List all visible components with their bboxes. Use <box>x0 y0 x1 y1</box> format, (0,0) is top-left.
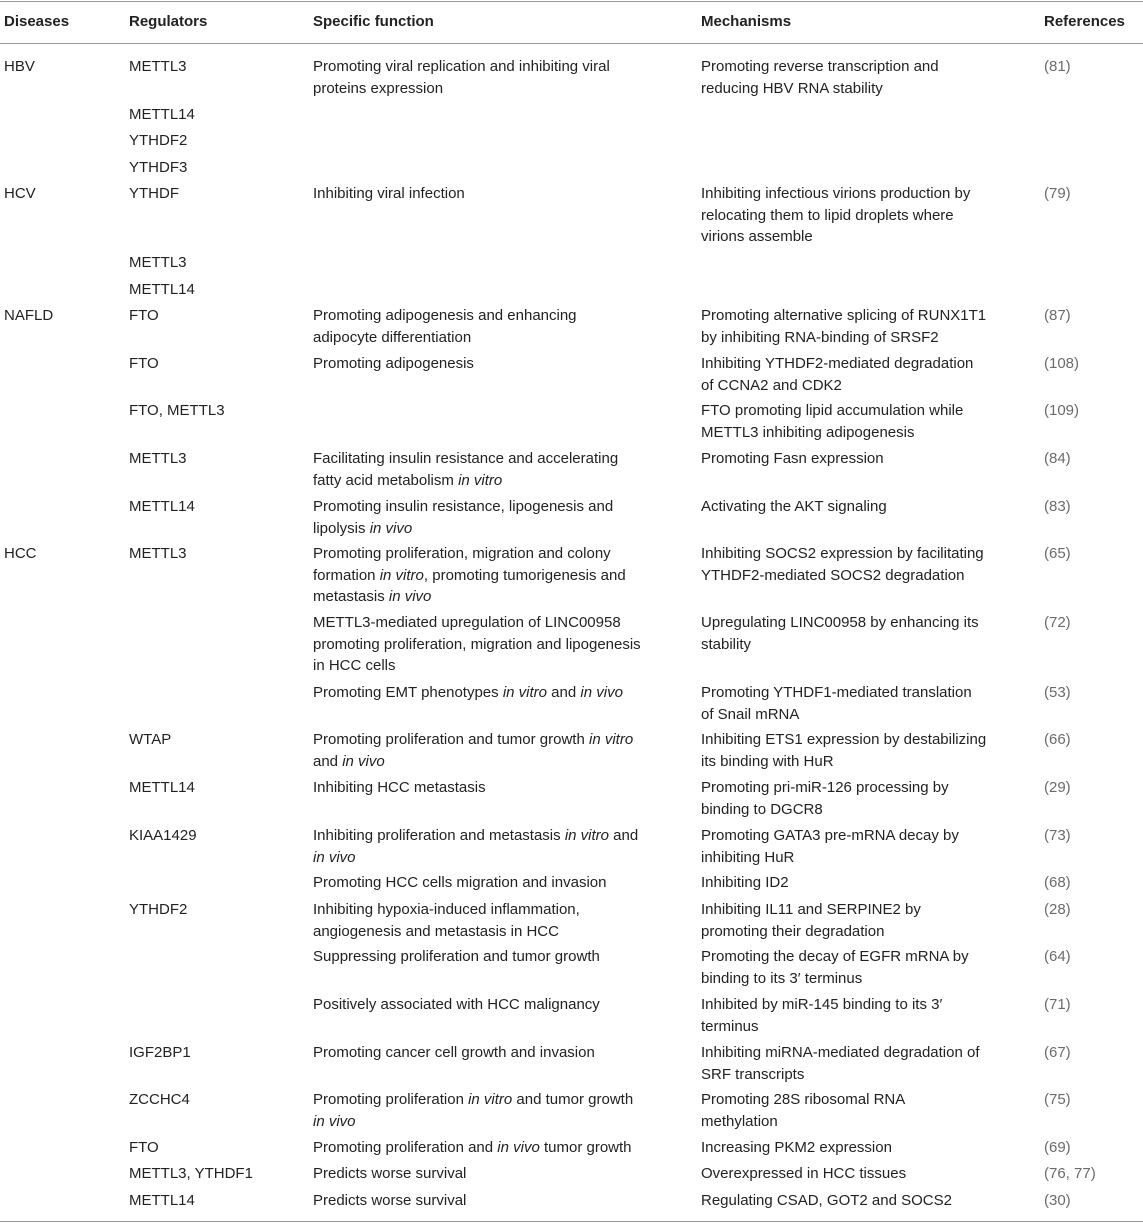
regulator-cell: YTHDF <box>129 185 179 202</box>
function-cell: Promoting adipogenesis and enhancing adipocyte differentiation <box>313 307 577 346</box>
function-cell: Facilitating insulin resistance and accelerating fatty acid metabolism in vitro <box>313 450 619 489</box>
function-cell: Promoting insulin resistance, lipogenesis and lipolysis in vivo <box>313 498 614 537</box>
function-cell: Promoting EMT phenotypes in vitro and in vivo <box>313 684 623 701</box>
mechanism-cell: Promoting alternative splicing of RUNX1T1 by inhibiting RNA-binding of SRSF2 <box>701 307 987 346</box>
mechanism-cell: Inhibiting infectious virions production by relocating them to lipid droplets where virions assemble <box>701 185 971 245</box>
reference-cell: (53) <box>1044 684 1071 701</box>
function-cell: Inhibiting viral infection <box>313 185 465 202</box>
regulator-cell: FTO <box>129 307 159 324</box>
disease-cell: NAFLD <box>4 307 54 324</box>
reference-cell: (79) <box>1044 185 1071 202</box>
regulator-cell: FTO <box>129 1139 159 1156</box>
mechanism-cell: Upregulating LINC00958 by enhancing its stability <box>701 614 979 653</box>
mechanism-cell: Promoting 28S ribosomal RNA methylation <box>701 1091 906 1130</box>
reference-cell: (68) <box>1044 874 1071 891</box>
mechanism-cell: Promoting the decay of EGFR mRNA by binding to its 3′ terminus <box>701 948 969 987</box>
mechanism-cell: Inhibiting ID2 <box>701 874 789 891</box>
function-cell: Promoting cancer cell growth and invasion <box>313 1044 595 1061</box>
reference-cell: (84) <box>1044 450 1071 467</box>
header-references: References <box>1044 13 1125 30</box>
table-top-rule <box>0 1 1143 2</box>
regulator-cell: ZCCHC4 <box>129 1091 190 1108</box>
function-cell: Promoting proliferation and tumor growth in vitro and in vivo <box>313 731 634 770</box>
regulator-cell: METTL14 <box>129 1192 195 1209</box>
header-mechanisms: Mechanisms <box>701 13 792 30</box>
regulator-cell: WTAP <box>129 731 172 748</box>
regulator-cell: YTHDF2 <box>129 132 188 149</box>
regulator-cell: METTL3 <box>129 254 187 271</box>
disease-cell: HBV <box>4 58 35 75</box>
mechanism-cell: Inhibiting IL11 and SERPINE2 by promoting their degradation <box>701 901 921 940</box>
regulator-cell: YTHDF2 <box>129 901 188 918</box>
regulator-cell: METTL3 <box>129 58 187 75</box>
mechanism-cell: Inhibiting miRNA-mediated degradation of SRF transcripts <box>701 1044 980 1083</box>
mechanism-cell: Inhibiting YTHDF2-mediated degradation of CCNA2 and CDK2 <box>701 355 974 394</box>
reference-cell: (108) <box>1044 355 1080 372</box>
mechanism-cell: Inhibiting ETS1 expression by destabilizing its binding with HuR <box>701 731 987 770</box>
regulator-cell: KIAA1429 <box>129 827 197 844</box>
regulator-cell: METTL14 <box>129 106 195 123</box>
reference-cell: (64) <box>1044 948 1071 965</box>
disease-cell: HCV <box>4 185 36 202</box>
regulator-cell: FTO <box>129 355 159 372</box>
mechanism-cell: Promoting Fasn expression <box>701 450 884 467</box>
regulator-cell: METTL14 <box>129 281 195 298</box>
mechanism-cell: FTO promoting lipid accumulation while METTL3 inhibiting adipogenesis <box>701 402 964 441</box>
regulator-cell: METTL3 <box>129 450 187 467</box>
reference-cell: (65) <box>1044 545 1071 562</box>
reference-cell: (76, 77) <box>1044 1165 1096 1182</box>
function-cell: Promoting adipogenesis <box>313 355 474 372</box>
function-cell: METTL3-mediated upregulation of LINC00958 promoting proliferation, migration and lipogenesis in HCC cells <box>313 614 641 674</box>
regulator-cell: METTL14 <box>129 498 195 515</box>
regulator-cell: METTL3, YTHDF1 <box>129 1165 253 1182</box>
regulator-cell: FTO, METTL3 <box>129 402 225 419</box>
function-cell: Promoting proliferation, migration and colony formation in vitro, promoting tumorigenesis and metastasis in vivo <box>313 545 626 605</box>
function-cell: Inhibiting hypoxia-induced inflammation, angiogenesis and metastasis in HCC <box>313 901 580 940</box>
reference-cell: (83) <box>1044 498 1071 515</box>
mechanism-cell: Regulating CSAD, GOT2 and SOCS2 <box>701 1192 952 1209</box>
reference-cell: (30) <box>1044 1192 1071 1209</box>
function-cell: Promoting proliferation and in vivo tumor growth <box>313 1139 632 1156</box>
mechanism-cell: Increasing PKM2 expression <box>701 1139 892 1156</box>
table-bottom-rule <box>0 1221 1143 1222</box>
regulator-cell: YTHDF3 <box>129 159 188 176</box>
mechanism-cell: Inhibited by miR-145 binding to its 3′ terminus <box>701 996 943 1035</box>
header-diseases: Diseases <box>4 13 70 30</box>
mechanism-cell: Promoting pri-miR-126 processing by binding to DGCR8 <box>701 779 949 818</box>
header-bottom-rule <box>0 43 1143 44</box>
function-cell: Inhibiting proliferation and metastasis in vitro and in vivo <box>313 827 639 866</box>
reference-cell: (69) <box>1044 1139 1071 1156</box>
reference-cell: (29) <box>1044 779 1071 796</box>
function-cell: Promoting HCC cells migration and invasion <box>313 874 607 891</box>
function-cell: Positively associated with HCC malignancy <box>313 996 600 1013</box>
function-cell: Promoting proliferation in vitro and tumor growth in vivo <box>313 1091 634 1130</box>
mechanism-cell: Inhibiting SOCS2 expression by facilitating YTHDF2-mediated SOCS2 degradation <box>701 545 984 584</box>
reference-cell: (87) <box>1044 307 1071 324</box>
mechanism-cell: Activating the AKT signaling <box>701 498 887 515</box>
disease-cell: HCC <box>4 545 37 562</box>
regulator-cell: METTL14 <box>129 779 195 796</box>
header-regulators: Regulators <box>129 13 208 30</box>
regulator-cell: IGF2BP1 <box>129 1044 191 1061</box>
reference-cell: (28) <box>1044 901 1071 918</box>
reference-cell: (67) <box>1044 1044 1071 1061</box>
function-cell: Suppressing proliferation and tumor growth <box>313 948 600 965</box>
function-cell: Inhibiting HCC metastasis <box>313 779 486 796</box>
mechanism-cell: Overexpressed in HCC tissues <box>701 1165 907 1182</box>
reference-cell: (73) <box>1044 827 1071 844</box>
function-cell: Predicts worse survival <box>313 1165 467 1182</box>
reference-cell: (109) <box>1044 402 1080 419</box>
mechanism-cell: Promoting GATA3 pre-mRNA decay by inhibiting HuR <box>701 827 959 866</box>
mechanism-cell: Promoting reverse transcription and reducing HBV RNA stability <box>701 58 939 97</box>
mechanism-cell: Promoting YTHDF1-mediated translation of Snail mRNA <box>701 684 972 723</box>
header-specific-function: Specific function <box>313 13 434 30</box>
reference-cell: (71) <box>1044 996 1071 1013</box>
function-cell: Predicts worse survival <box>313 1192 467 1209</box>
reference-cell: (72) <box>1044 614 1071 631</box>
regulator-cell: METTL3 <box>129 545 187 562</box>
function-cell: Promoting viral replication and inhibiting viral proteins expression <box>313 58 610 97</box>
reference-cell: (75) <box>1044 1091 1071 1108</box>
reference-cell: (81) <box>1044 58 1071 75</box>
reference-cell: (66) <box>1044 731 1071 748</box>
